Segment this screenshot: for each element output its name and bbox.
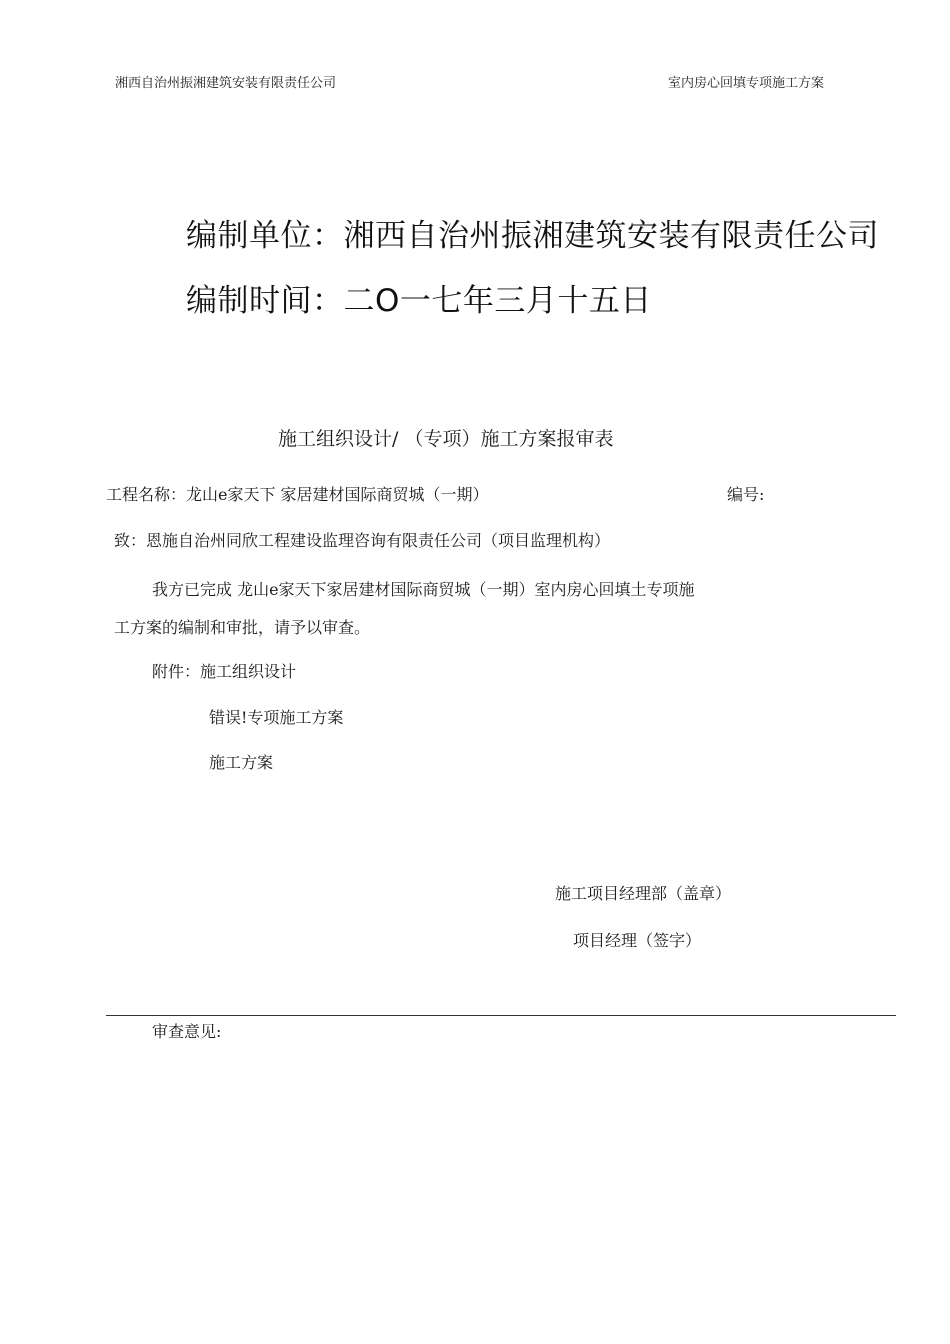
attachment-item-3: 施工方案 — [209, 753, 274, 772]
body-paragraph-line-2: 工方案的编制和审批，请予以审查。 — [114, 618, 371, 637]
header-company: 湘西自治州振湘建筑安装有限责任公司 — [115, 76, 337, 91]
form-title: 施工组织设计/ （专项）施工方案报审表 — [278, 428, 614, 450]
manager-signature-label: 项目经理（签字） — [573, 931, 702, 950]
number-label: 编号: — [727, 485, 765, 504]
attachment-item-2: 错误!专项施工方案 — [209, 708, 344, 727]
cover-date-line: 编制时间：二O一七年三月十五日 — [186, 283, 652, 319]
project-name-line: 工程名称：龙山e家天下 家居建材国际商贸城（一期） — [106, 485, 489, 504]
header-document-name: 室内房心回填专项施工方案 — [668, 76, 825, 91]
review-opinion-label: 审查意见: — [152, 1022, 222, 1041]
section-divider — [106, 1015, 896, 1016]
recipient-line: 致：恩施自治州同欣工程建设监理咨询有限责任公司（项目监理机构） — [114, 531, 611, 550]
body-paragraph-line-1: 我方已完成 龙山e家天下家居建材国际商贸城（一期）室内房心回填土专项施 — [152, 580, 695, 599]
cover-unit-line: 编制单位：湘西自治州振湘建筑安装有限责任公司 — [186, 218, 879, 254]
attachment-item-1: 附件：施工组织设计 — [152, 662, 297, 681]
department-seal-label: 施工项目经理部（盖章） — [555, 884, 732, 903]
